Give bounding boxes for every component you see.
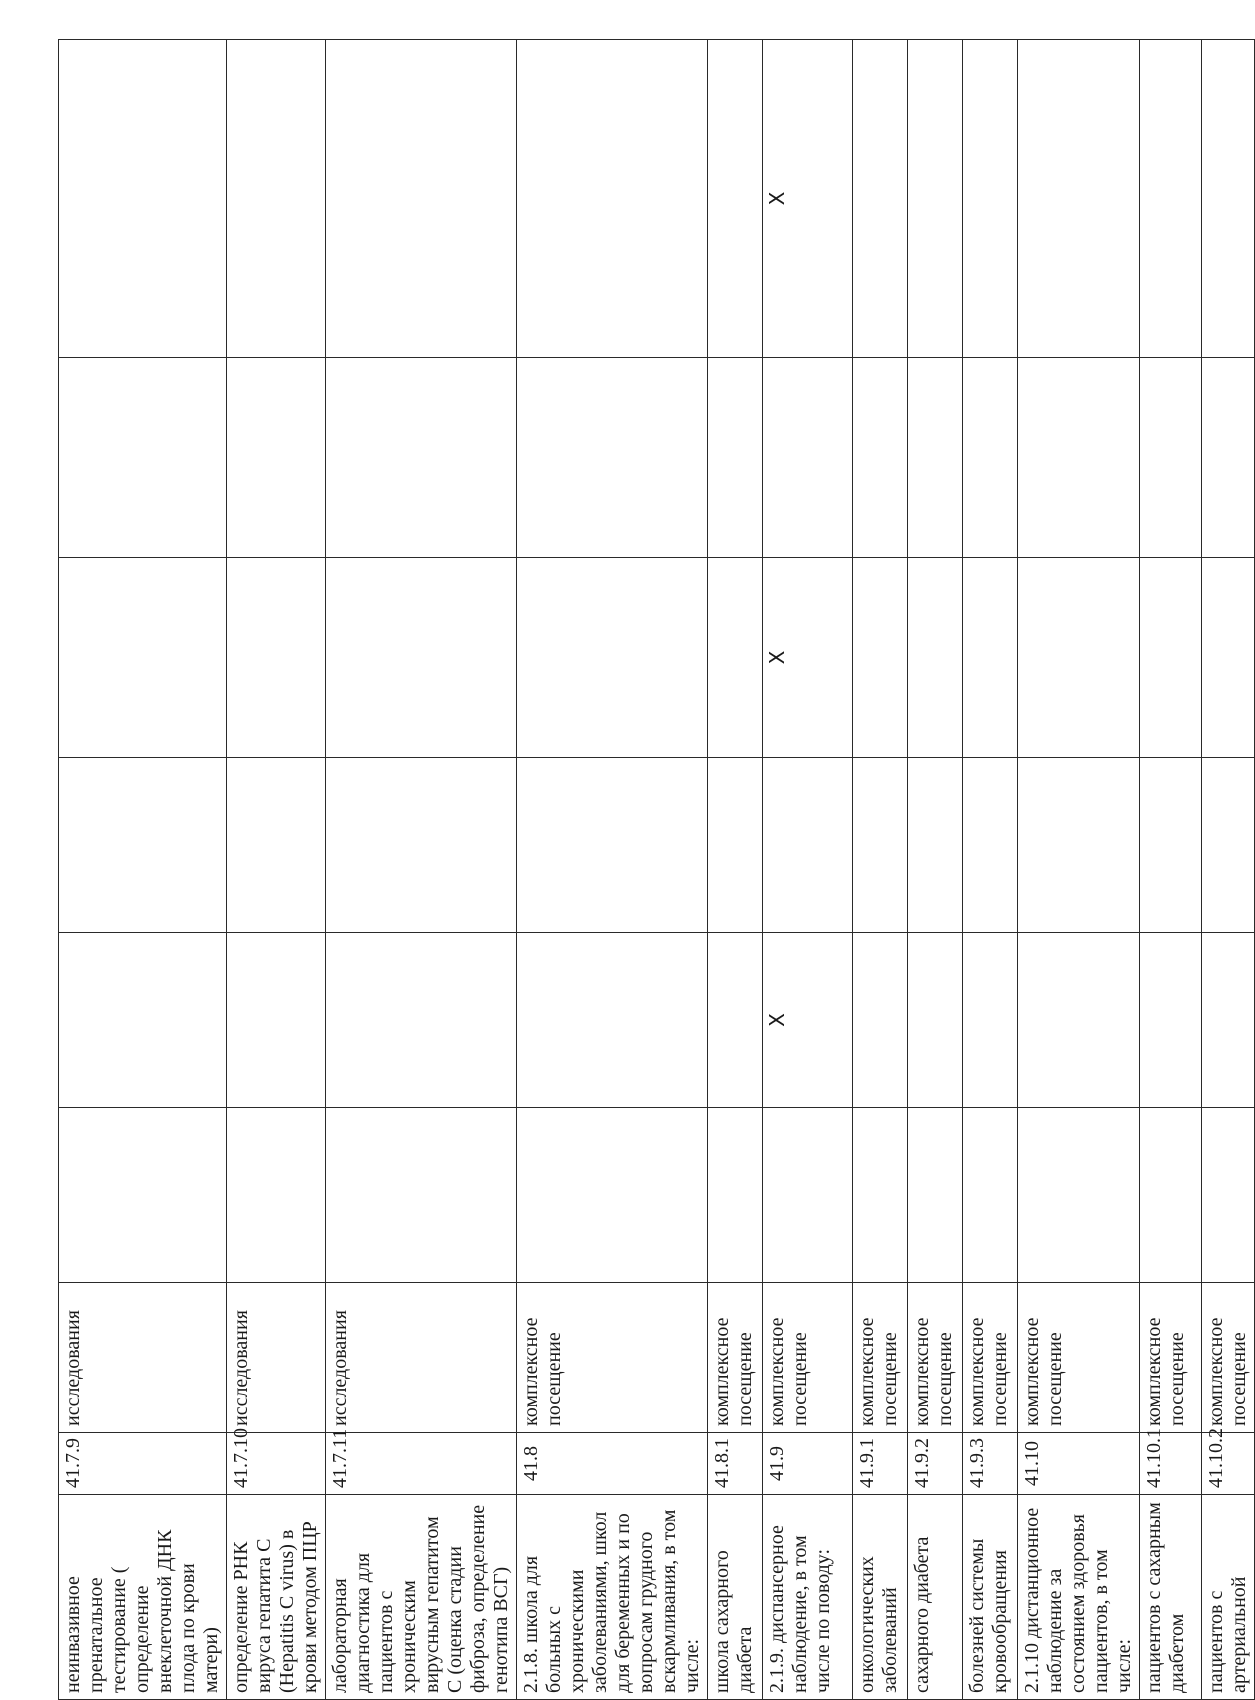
- table-row: [1202, 40, 1255, 1700]
- mark-cell: [1202, 1108, 1255, 1283]
- mark-cell: [227, 358, 326, 558]
- row-code-cell: 41.10: [1018, 1433, 1140, 1495]
- data-table: [58, 39, 1255, 1700]
- mark-cell: [517, 40, 708, 358]
- row-unit-cell: комплексное посещение: [853, 1283, 908, 1433]
- mark-cell: [227, 1108, 326, 1283]
- row-name-cell: онкологических заболеваний: [853, 1495, 908, 1700]
- mark-cell: [853, 358, 908, 558]
- row-code-cell: 41.10.1: [1140, 1433, 1202, 1495]
- mark-cell: [1202, 758, 1255, 933]
- mark-cell: [708, 933, 763, 1108]
- row-unit-cell: исследования: [326, 1283, 517, 1433]
- table-row: [708, 40, 763, 1700]
- mark-cell: [326, 933, 517, 1108]
- mark-cell: [908, 758, 963, 933]
- table-row: [1140, 40, 1202, 1700]
- row-code-cell: 41.8: [517, 1433, 708, 1495]
- row-name-cell: лабораторная диагностика для пациентов с хроническим вирусным гепатитом С (оценка стадии фиброза, определение генотипа ВСГ): [326, 1495, 517, 1700]
- mark-cell: [1018, 40, 1140, 358]
- mark-cell: [1018, 358, 1140, 558]
- table-row: [908, 40, 963, 1700]
- table-row: [1018, 40, 1140, 1700]
- row-unit-cell: комплексное посещение: [1018, 1283, 1140, 1433]
- mark-cell: [1140, 558, 1202, 758]
- mark-cell: [763, 758, 853, 933]
- mark-cell: [908, 933, 963, 1108]
- mark-cell: [227, 758, 326, 933]
- mark-cell: [963, 40, 1018, 358]
- mark-cell: [1140, 933, 1202, 1108]
- mark-cell: [708, 40, 763, 358]
- mark-cell: [517, 1108, 708, 1283]
- mark-cell: [908, 40, 963, 358]
- mark-cell: [59, 1108, 227, 1283]
- mark-cell: [963, 933, 1018, 1108]
- mark-cell: [326, 40, 517, 358]
- mark-cell: [708, 758, 763, 933]
- row-unit-cell: комплексное посещение: [963, 1283, 1018, 1433]
- row-unit-cell: комплексное посещение: [908, 1283, 963, 1433]
- row-code-cell: 41.7.10: [227, 1433, 326, 1495]
- mark-cell: [1202, 933, 1255, 1108]
- row-code-cell: 41.9.2: [908, 1433, 963, 1495]
- table-row: [326, 40, 517, 1700]
- mark-cell: [708, 358, 763, 558]
- mark-cell: [963, 758, 1018, 933]
- row-name-cell: определение РНК вируса гепатита С (Hepatitis С virus) в крови методом ПЦР: [227, 1495, 326, 1700]
- row-unit-cell: комплексное посещение: [1140, 1283, 1202, 1433]
- mark-cell: [963, 1108, 1018, 1283]
- row-code-cell: 41.8.1: [708, 1433, 763, 1495]
- row-code-cell: 41.7.11: [326, 1433, 517, 1495]
- mark-cell: [517, 358, 708, 558]
- mark-cell: [908, 358, 963, 558]
- mark-cell: [853, 40, 908, 358]
- mark-cell: [963, 558, 1018, 758]
- mark-cell: [227, 558, 326, 758]
- mark-cell: [59, 558, 227, 758]
- mark-cell: [853, 558, 908, 758]
- row-code-cell: 41.7.9: [59, 1433, 227, 1495]
- mark-cell: [1018, 558, 1140, 758]
- row-name-cell: 2.1.9. диспансерное наблюдение, в том числе по поводу:: [763, 1495, 853, 1700]
- mark-cell: [1202, 358, 1255, 558]
- row-unit-cell: комплексное посещение: [708, 1283, 763, 1433]
- mark-cell: [59, 758, 227, 933]
- table-row: [853, 40, 908, 1700]
- row-name-cell: 2.1.8. школа для больных с хроническими заболеваниями, школ для беременных и по вопросам грудного вскармливания, в том числе:: [517, 1495, 708, 1700]
- rotated-page: [58, 40, 1250, 1700]
- table-row: [517, 40, 708, 1700]
- mark-cell: [517, 933, 708, 1108]
- mark-cell: [708, 1108, 763, 1283]
- mark-cell: [763, 358, 853, 558]
- mark-cell: [1018, 758, 1140, 933]
- mark-cell: [1018, 933, 1140, 1108]
- mark-cell: X: [763, 558, 853, 758]
- mark-cell: [853, 1108, 908, 1283]
- mark-cell: [908, 1108, 963, 1283]
- mark-cell: [326, 358, 517, 558]
- table-row: [59, 40, 227, 1700]
- mark-cell: [326, 558, 517, 758]
- row-code-cell: 41.10.2: [1202, 1433, 1255, 1495]
- row-name-cell: пациентов с сахарным диабетом: [1140, 1495, 1202, 1700]
- mark-cell: [763, 1108, 853, 1283]
- row-unit-cell: исследования: [59, 1283, 227, 1433]
- mark-cell: [1140, 358, 1202, 558]
- mark-cell: [326, 758, 517, 933]
- mark-cell: [853, 933, 908, 1108]
- mark-cell: [1202, 40, 1255, 358]
- mark-cell: [1018, 1108, 1140, 1283]
- mark-cell: [1140, 758, 1202, 933]
- table-row: [227, 40, 326, 1700]
- mark-cell: [517, 758, 708, 933]
- table-body: [59, 40, 1255, 1700]
- mark-cell: [708, 558, 763, 758]
- mark-cell: [853, 758, 908, 933]
- row-unit-cell: исследования: [227, 1283, 326, 1433]
- row-name-cell: школа сахарного диабета: [708, 1495, 763, 1700]
- mark-cell: [1140, 40, 1202, 358]
- mark-cell: [59, 40, 227, 358]
- row-unit-cell: комплексное посещение: [517, 1283, 708, 1433]
- mark-cell: [326, 1108, 517, 1283]
- row-unit-cell: комплексное посещение: [1202, 1283, 1255, 1433]
- mark-cell: [517, 558, 708, 758]
- row-name-cell: болезней системы кровообращения: [963, 1495, 1018, 1700]
- row-name-cell: неинвазивное пренатальное тестирование ( определение внеклеточной ДНК плода по крови матери): [59, 1495, 227, 1700]
- mark-cell: X: [763, 40, 853, 358]
- mark-cell: [1140, 1108, 1202, 1283]
- row-name-cell: сахарного диабета: [908, 1495, 963, 1700]
- table-row: [963, 40, 1018, 1700]
- row-code-cell: 41.9.3: [963, 1433, 1018, 1495]
- mark-cell: X: [763, 933, 853, 1108]
- mark-cell: [59, 358, 227, 558]
- row-unit-cell: комплексное посещение: [763, 1283, 853, 1433]
- mark-cell: [963, 358, 1018, 558]
- row-code-cell: 41.9: [763, 1433, 853, 1495]
- mark-cell: [59, 933, 227, 1108]
- mark-cell: [227, 933, 326, 1108]
- row-code-cell: 41.9.1: [853, 1433, 908, 1495]
- row-name-cell: пациентов с артериальной: [1202, 1495, 1255, 1700]
- mark-cell: [908, 558, 963, 758]
- mark-cell: [227, 40, 326, 358]
- table-row: [763, 40, 853, 1700]
- row-name-cell: 2.1.10 дистанционное наблюдение за состоянием здоровья пациентов, в том числе:: [1018, 1495, 1140, 1700]
- mark-cell: [1202, 558, 1255, 758]
